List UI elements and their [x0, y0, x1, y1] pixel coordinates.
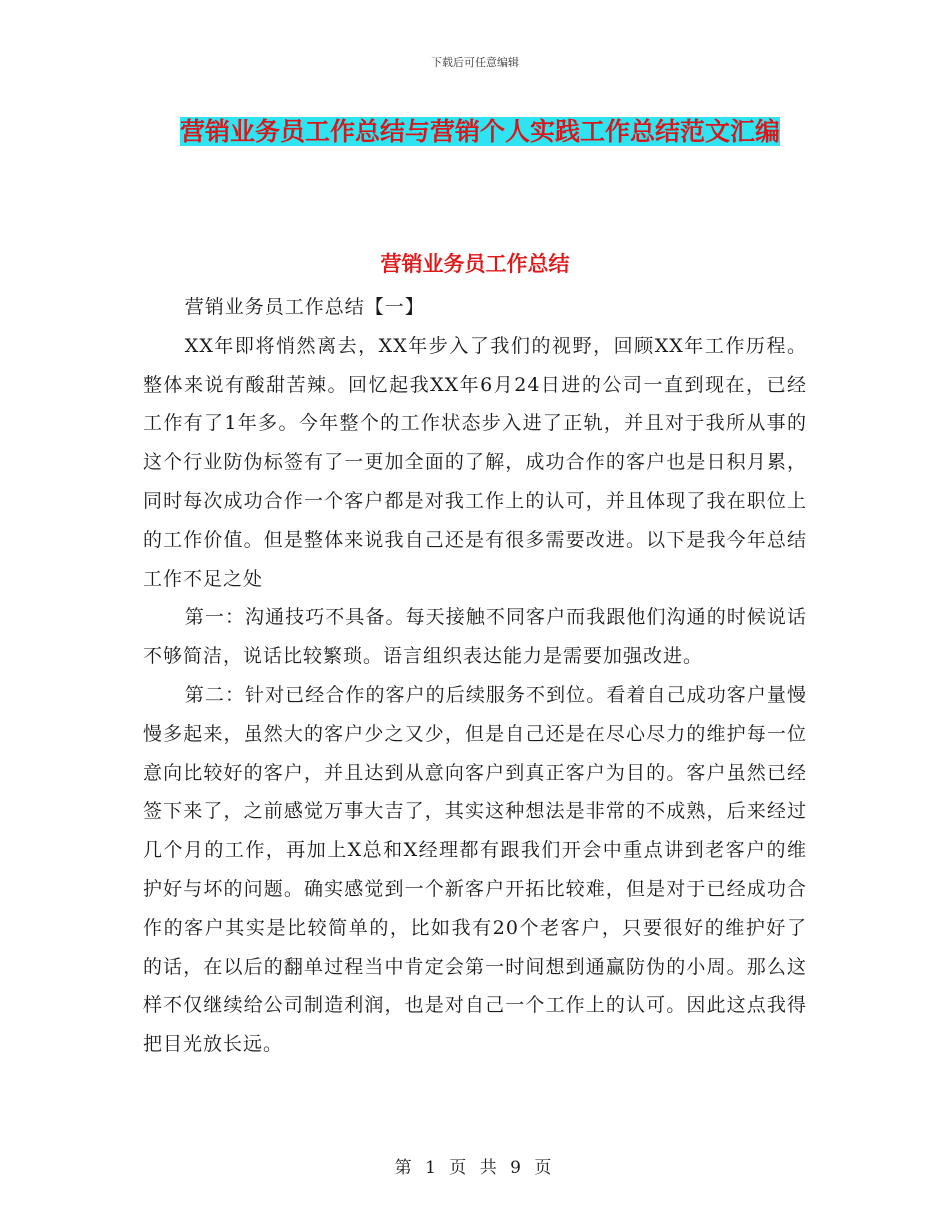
page-footer: 第 1 页 共 9 页: [394, 1158, 556, 1178]
section-title: 营销业务员工作总结: [380, 252, 570, 276]
subheading-paragraph: 营销业务员工作总结【一】: [184, 296, 425, 318]
body-paragraph: 第二：针对已经合作的客户的后续服务不到位。看着自己成功客户量慢慢多起来，虽然大的客户少之又少，但是自己还是在尽心尽力的维护每一位意向比较好的客户，并且达到从意向客户到真正客户为目的。客户虽然已经签下来了，之前感觉万事大吉了，其实这种想法是非常的不成熟，后来经过几个月的工作，再加上X总和X经理都有跟我们开会中重点讲到老客户的维护好与坏的问题。确实感觉到一个新客户开拓比较难，但是对于已经成功合作的客户其实是比较简单的，比如我有20个老客户，只要很好的维护好了的话，在以后的翻单过程当中肯定会第一时间想到通赢防伪的小周。那么这样不仅继续给公司制造利润，也是对自己一个工作上的认可。因此这点我得把目光放长远。: [143, 683, 807, 1056]
body-paragraph: 第一：沟通技巧不具备。每天接触不同客户而我跟他们沟通的时候说话不够简洁，说话比较繁琐。语言组织表达能力是需要加强改进。: [143, 606, 807, 668]
document-title: [140, 110, 820, 154]
header-note: 下载后可任意编辑: [431, 56, 519, 69]
document-body: [143, 288, 807, 1064]
body-paragraph: XX年即将悄然离去，XX年步入了我们的视野，回顾XX年工作历程。整体来说有酸甜苦辣。回忆起我XX年6月24日进的公司一直到现在，已经工作有了1年多。今年整个的工作状态步入进了正轨，并且对于我所从事的这个行业防伪标签有了一更加全面的了解，成功合作的客户也是日积月累，同时每次成功合作一个客户都是对我工作上的认可，并且体现了我在职位上的工作价值。但是整体来说我自己还是有很多需要改进。以下是我今年总结工作不足之处: [143, 334, 807, 590]
document-title-text: 营销业务员工作总结与营销个人实践工作总结范文汇编: [179, 117, 780, 146]
